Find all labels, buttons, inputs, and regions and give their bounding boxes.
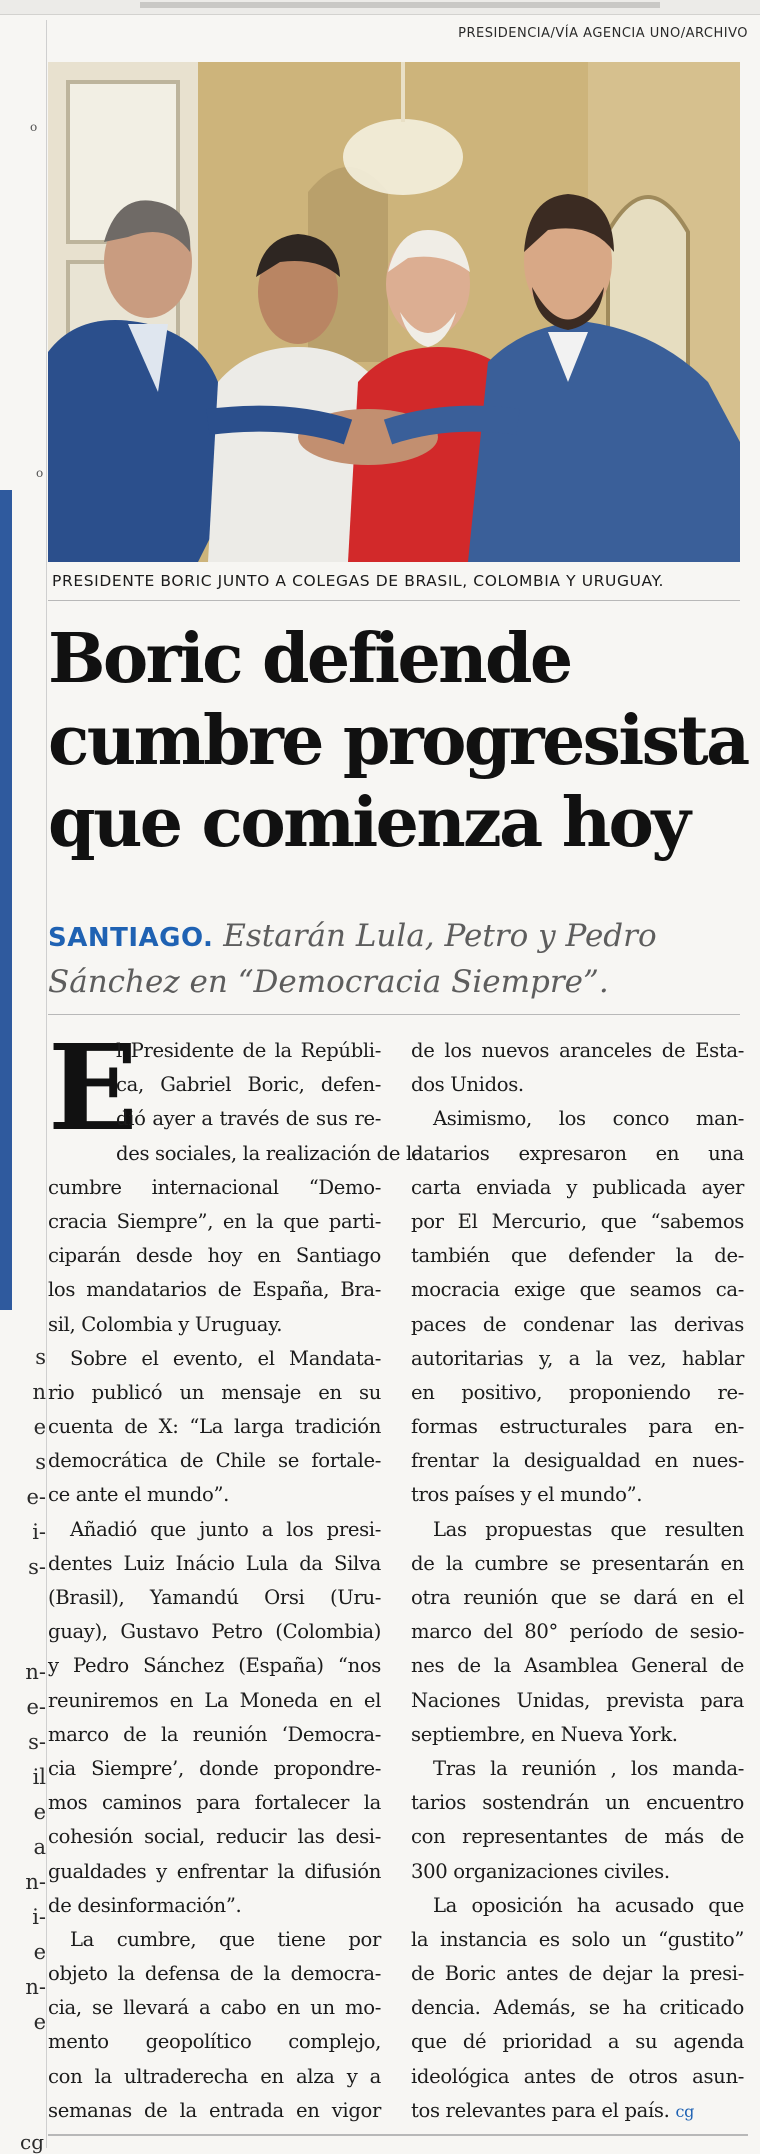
body-line: ce ante el mundo”. bbox=[48, 1483, 229, 1507]
body-line: también que defender la de- bbox=[411, 1244, 744, 1268]
adjacent-line-end: il bbox=[32, 1765, 46, 1789]
body-line: gualdades y enfrentar la difusión bbox=[48, 1859, 381, 1883]
adjacent-line-end: n- bbox=[25, 1870, 46, 1894]
body-line: rio publicó un mensaje en su bbox=[48, 1380, 381, 1404]
body-line: cia Siempre’, donde propondre- bbox=[48, 1756, 381, 1780]
adjacent-line-end: n bbox=[32, 1380, 46, 1404]
adjacent-line-ends bbox=[16, 1340, 46, 2040]
body-line: semanas de la entrada en vigor bbox=[48, 2098, 381, 2122]
presidents-photo-illustration bbox=[48, 62, 740, 562]
body-line: de la cumbre se presentarán en bbox=[411, 1551, 744, 1575]
body-line: ideológica antes de otros asun- bbox=[411, 2064, 744, 2088]
body-line: datarios expresaron en una bbox=[411, 1141, 744, 1165]
body-line: democrática de Chile se fortale- bbox=[48, 1449, 381, 1473]
body-line: formas estructurales para en- bbox=[411, 1415, 744, 1439]
body-line: carta enviada y publicada ayer bbox=[411, 1175, 744, 1199]
body-line: guay), Gustavo Petro (Colombia) bbox=[48, 1620, 381, 1644]
adjacent-line-end: n- bbox=[25, 1975, 46, 1999]
body-line: cumbre internacional “Demo- bbox=[48, 1175, 381, 1199]
adjacent-article-fragment bbox=[0, 20, 47, 2154]
adjacent-line-end: e bbox=[33, 1800, 46, 1824]
body-line: con representantes de más de bbox=[411, 1825, 744, 1849]
adjacent-blue-box bbox=[0, 490, 12, 1310]
body-line: marco de la reunión ‘Democra- bbox=[48, 1722, 381, 1746]
article-headline bbox=[48, 618, 748, 864]
body-line: sil, Colombia y Uruguay. bbox=[48, 1312, 283, 1336]
adjacent-line-end: s bbox=[35, 1450, 46, 1474]
adjacent-line-end: e bbox=[33, 1940, 46, 1964]
photo-caption: PRESIDENTE BORIC JUNTO A COLEGAS DE BRASIL, COLOMBIA Y URUGUAY. bbox=[52, 572, 664, 590]
body-line: tarios sostendrán un encuentro bbox=[411, 1791, 744, 1815]
drop-cap: E bbox=[48, 1018, 138, 1157]
adjacent-line-end: e bbox=[33, 2010, 46, 2034]
body-line: des sociales, la realización de la bbox=[116, 1141, 424, 1165]
body-line: dos Unidos. bbox=[411, 1073, 524, 1097]
adjacent-line-end: i- bbox=[32, 1520, 46, 1544]
body-line: cia, se llevará a cabo en un mo- bbox=[48, 1996, 381, 2020]
body-line: La cumbre, que tiene por bbox=[70, 1927, 381, 1951]
body-line: ciparán desde hoy en Santiago bbox=[48, 1244, 381, 1268]
adjacent-line-end bbox=[16, 1620, 46, 1655]
body-line: Las propuestas que resulten bbox=[433, 1517, 744, 1541]
adjacent-line-end bbox=[16, 1585, 46, 1620]
body-line: Asimismo, los conco man- bbox=[433, 1107, 744, 1131]
body-line: septiembre, en Nueva York. bbox=[411, 1722, 678, 1746]
body-line: la instancia es solo un “gustito” bbox=[411, 1927, 744, 1951]
body-line: cohesión social, reducir las desi- bbox=[48, 1825, 381, 1849]
headline-line-3: que comienza hoy bbox=[48, 783, 689, 863]
body-line: dencia. Además, se ha criticado bbox=[411, 1996, 744, 2020]
body-line: Naciones Unidas, prevista para bbox=[411, 1688, 744, 1712]
body-line: cracia Siempre”, en la que parti- bbox=[48, 1209, 381, 1233]
body-line: La oposición ha acusado que bbox=[433, 1893, 744, 1917]
lead-text-2: Sánchez en “Democracia Siempre”. bbox=[48, 964, 609, 1000]
body-line: los mandatarios de España, Bra- bbox=[48, 1278, 381, 1302]
body-line: ca, Gabriel Boric, defen- bbox=[116, 1073, 381, 1097]
adjacent-end-mark: cg bbox=[20, 2130, 45, 2154]
body-line: que dé prioridad a su agenda bbox=[411, 2030, 744, 2054]
body-line: y Pedro Sánchez (España) “nos bbox=[48, 1654, 381, 1678]
body-line: otra reunión que se dará en el bbox=[411, 1586, 744, 1609]
adjacent-line-end: a bbox=[33, 1835, 46, 1859]
body-column-2 bbox=[411, 1034, 744, 2128]
body-line: l Presidente de la Repúbli- bbox=[116, 1039, 381, 1062]
body-line: Sobre el evento, el Mandata- bbox=[70, 1346, 381, 1370]
cut-off-text-strip bbox=[140, 2, 660, 8]
article-lead bbox=[48, 914, 748, 1004]
body-line: dentes Luiz Inácio Lula da Silva bbox=[48, 1551, 381, 1575]
body-column-1 bbox=[48, 1018, 424, 2128]
body-line: paces de condenar las derivas bbox=[411, 1312, 744, 1336]
adjacent-line-end: i- bbox=[32, 1905, 46, 1929]
body-line: de los nuevos aranceles de Esta- bbox=[411, 1039, 744, 1062]
headline-line-2: cumbre progresista bbox=[48, 701, 748, 781]
body-line: autoritarias y, a la vez, hablar bbox=[411, 1346, 744, 1370]
body-line: mocracia exige que seamos ca- bbox=[411, 1278, 744, 1302]
body-line: dió ayer a través de sus re- bbox=[116, 1107, 381, 1131]
lead-divider bbox=[48, 1014, 740, 1015]
photo-credit: PRESIDENCIA/VÍA AGENCIA UNO/ARCHIVO bbox=[458, 26, 748, 41]
page-bottom-rule bbox=[48, 2134, 748, 2136]
body-line: 300 organizaciones civiles. bbox=[411, 1859, 670, 1883]
body-line: tos relevantes para el país. cg bbox=[411, 2098, 694, 2122]
adjacent-small-text: o bbox=[30, 120, 38, 134]
body-line: cuenta de X: “La larga tradición bbox=[48, 1415, 381, 1439]
adjacent-line-end: s- bbox=[28, 1730, 46, 1754]
body-line: reuniremos en La Moneda en el bbox=[48, 1688, 381, 1712]
body-line: de Boric antes de dejar la presi- bbox=[411, 1962, 744, 1986]
adjacent-small-text-2: o bbox=[36, 466, 44, 480]
headline-line-1: Boric defiende bbox=[48, 619, 571, 699]
body-line: marco del 80° período de sesio- bbox=[411, 1620, 744, 1644]
end-of-article-mark: cg bbox=[675, 2101, 694, 2121]
article-photo bbox=[48, 62, 740, 562]
top-page-strip bbox=[0, 0, 760, 15]
body-line: Añadió que junto a los presi- bbox=[70, 1517, 381, 1541]
body-line: mento geopolítico complejo, bbox=[48, 2030, 381, 2054]
lead-text-1: Estarán Lula, Petro y Pedro bbox=[223, 918, 657, 954]
body-line: mos caminos para fortalecer la bbox=[48, 1791, 381, 1815]
body-line: (Brasil), Yamandú Orsi (Uru- bbox=[48, 1586, 381, 1609]
body-line: objeto la defensa de la democra- bbox=[48, 1962, 381, 1986]
adjacent-line-end: n- bbox=[25, 1660, 46, 1684]
adjacent-line-end: e- bbox=[26, 1485, 46, 1509]
body-line: tros países y el mundo”. bbox=[411, 1483, 643, 1507]
body-line: con la ultraderecha en alza y a bbox=[48, 2064, 381, 2088]
body-line: nes de la Asamblea General de bbox=[411, 1654, 744, 1678]
body-line: Tras la reunión , los manda- bbox=[433, 1756, 744, 1780]
body-line: en positivo, proponiendo re- bbox=[411, 1380, 744, 1404]
adjacent-line-end: s bbox=[35, 1345, 46, 1369]
adjacent-line-end: e- bbox=[26, 1695, 46, 1719]
adjacent-line-end: e bbox=[33, 1415, 46, 1439]
dateline-kicker: SANTIAGO. bbox=[48, 923, 214, 953]
body-line: por El Mercurio, que “sabemos bbox=[411, 1209, 744, 1233]
caption-divider bbox=[48, 600, 740, 601]
body-line: frentar la desigualdad en nues- bbox=[411, 1449, 744, 1473]
adjacent-line-end: s- bbox=[28, 1555, 46, 1579]
body-line: de desinformación”. bbox=[48, 1893, 242, 1917]
